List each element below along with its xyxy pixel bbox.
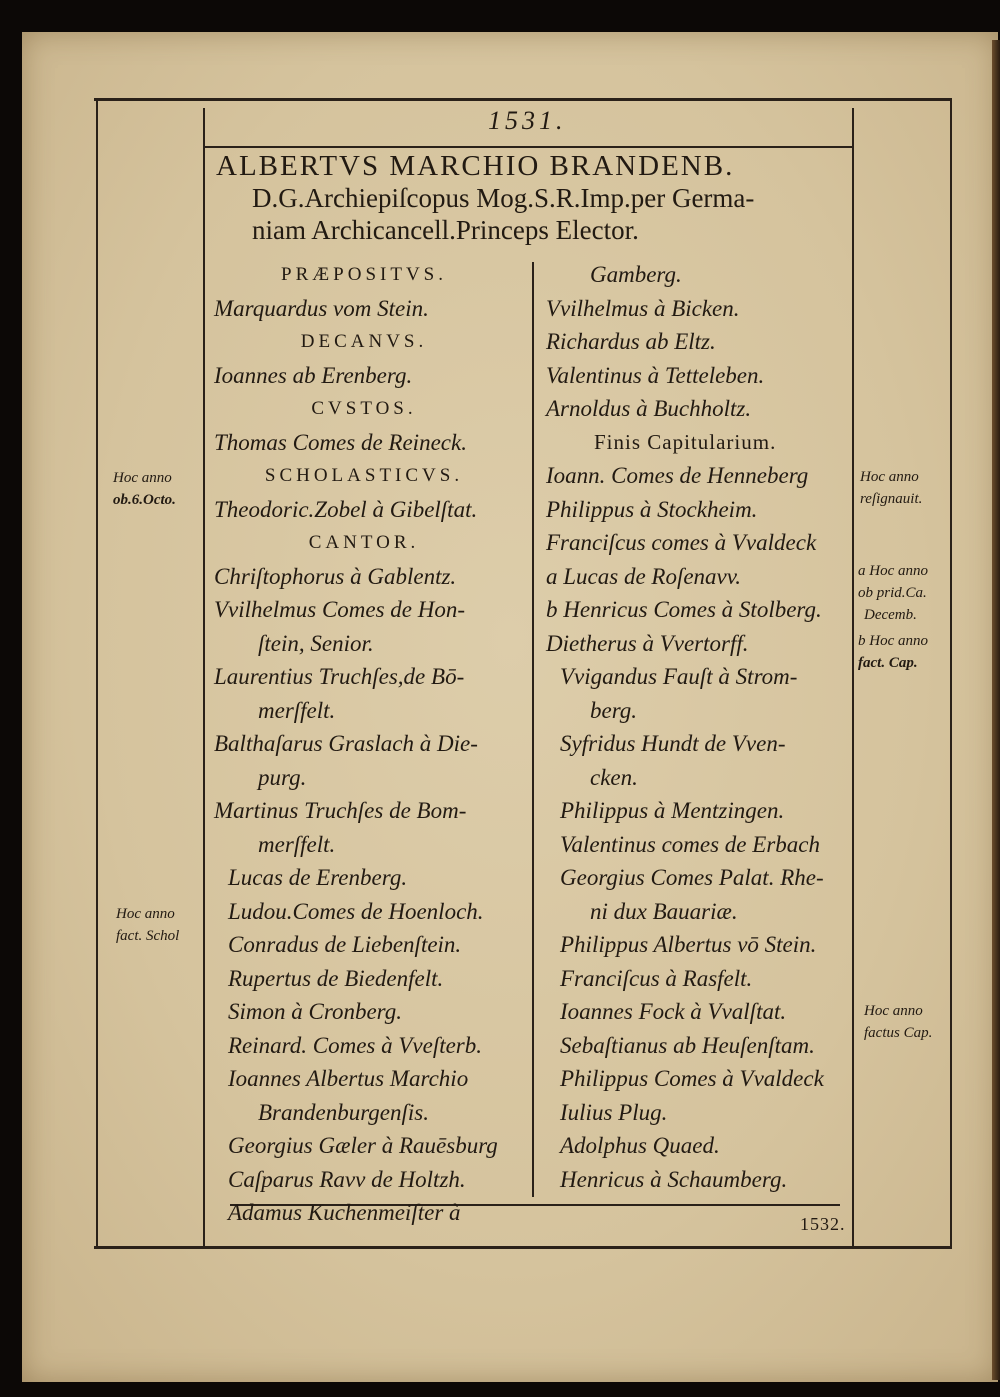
list-item: ſtein, Senior. xyxy=(258,630,374,656)
list-item: Caſparus Ravv de Holtzh. xyxy=(228,1166,466,1192)
list-item: Arnoldus à Buchholtz. xyxy=(546,396,752,421)
list-item: Iulius Plug. xyxy=(560,1099,668,1125)
list-item: Ioannes Albertus Marchio xyxy=(228,1066,469,1091)
list-item: Henricus à Schaumberg. xyxy=(560,1166,788,1192)
list-item: Marquardus vom Stein. xyxy=(214,295,429,321)
list-item: Franciſcus comes à Vvaldeck xyxy=(546,530,817,555)
list-item: Laurentius Truchſes,de Bō- xyxy=(214,664,465,689)
list-item: Gamberg. xyxy=(590,262,682,287)
section-note: Finis Capitularium. xyxy=(594,429,777,454)
list-item: Rupertus de Biedenfelt. xyxy=(228,965,444,991)
title-rule xyxy=(204,146,854,148)
list-item: Brandenburgenſis. xyxy=(258,1099,429,1125)
list-item: Georgius Comes Palat. Rhe- xyxy=(560,865,824,890)
list-item: Syfridus Hundt de Vven- xyxy=(560,731,786,756)
margin-note-left-2: Hoc anno fact. Schol xyxy=(116,906,180,944)
list-item: Adolphus Quaed. xyxy=(560,1133,720,1158)
margin-note-right-4: Hoc anno factus Cap. xyxy=(864,1003,933,1041)
office-heading: DECANVS. xyxy=(300,331,428,352)
list-item: Richardus ab Eltz. xyxy=(546,329,716,354)
list-item: Ludou.Comes de Hoenloch. xyxy=(228,898,484,924)
margin-note-left-1: Hoc anno ob.6.Octo. xyxy=(113,470,176,508)
top-rule xyxy=(94,98,952,101)
list-item: Ioannes Fock à Vvalſtat. xyxy=(560,999,787,1024)
list-item: Vvilhelmus Comes de Hon- xyxy=(214,597,466,622)
office-heading: CANTOR. xyxy=(308,532,420,553)
bottom-rule xyxy=(94,1246,952,1249)
list-item: Balthaſarus Graslach à Die- xyxy=(214,731,478,756)
list-item: b Henricus Comes à Stolberg. xyxy=(546,597,822,622)
list-item: Philippus à Mentzingen. xyxy=(560,798,785,823)
list-item: Georgius Gæler à Rauēsburg xyxy=(228,1133,498,1158)
left-outer-rule xyxy=(96,100,98,1248)
list-item: Ioann. Comes de Henneberg xyxy=(546,463,809,488)
page-number: 1531. xyxy=(488,106,567,135)
list-item: Dietherus à Vvertorff. xyxy=(546,630,749,656)
office-heading: SCHOLASTICVS. xyxy=(264,465,464,486)
list-item: Conradus de Liebenſtein. xyxy=(228,932,462,957)
list-item: Thomas Comes de Reineck. xyxy=(214,429,467,455)
list-item: Vvigandus Fauſt à Strom- xyxy=(560,664,798,689)
list-item: Sebaſtianus ab Heuſenſtam. xyxy=(560,1032,815,1058)
list-item: ni dux Bauariæ. xyxy=(590,898,738,924)
list-item: a Lucas de Roſenavv. xyxy=(546,563,742,589)
list-item: Valentinus comes de Erbach xyxy=(560,831,820,857)
left-inner-rule xyxy=(203,108,205,1248)
list-item: Reinard. Comes à Vveſterb. xyxy=(228,1032,483,1058)
list-item: Chriſtophorus à Gablentz. xyxy=(214,563,457,589)
list-item: Theodoric.Zobel à Gibelſtat. xyxy=(214,496,478,522)
list-item: Martinus Truchſes de Bom- xyxy=(214,798,467,823)
page-edge xyxy=(992,40,1000,1380)
margin-note-right-1: Hoc anno reſignauit. xyxy=(860,469,923,507)
right-inner-rule xyxy=(852,108,854,1248)
office-heading: CVSTOS. xyxy=(311,398,417,419)
right-outer-rule xyxy=(950,100,952,1248)
list-item: Vvilhelmus à Bicken. xyxy=(546,295,740,321)
list-item: Valentinus à Tetteleben. xyxy=(546,362,765,388)
list-item: Adamus Kuchenmeiſter à xyxy=(228,1200,461,1225)
list-item: Franciſcus à Rasfelt. xyxy=(560,965,753,991)
list-item: Philippus Comes à Vvaldeck xyxy=(560,1066,824,1091)
list-item: Philippus à Stockheim. xyxy=(546,496,758,522)
left-column xyxy=(214,258,514,1230)
margin-note-right-2: a Hoc anno ob prid.Ca. Decemb. xyxy=(858,563,928,623)
list-item: Simon à Cronberg. xyxy=(228,999,402,1024)
right-column xyxy=(546,258,851,1196)
list-item: merſfelt. xyxy=(258,831,336,857)
title-line-1: ALBERTVS MARCHIO BRANDENB. xyxy=(216,150,735,182)
column-divider-rule xyxy=(532,262,534,1197)
list-item: Ioannes ab Erenberg. xyxy=(214,362,413,388)
office-heading: PRÆPOSITVS. xyxy=(281,264,447,285)
margin-note-right-3: b Hoc anno fact. Cap. xyxy=(858,633,928,671)
list-item: berg. xyxy=(590,697,638,723)
list-item: Philippus Albertus vō Stein. xyxy=(560,932,817,957)
title-line-3: niam Archicancell.Princeps Elector. xyxy=(252,215,639,245)
list-item: Lucas de Erenberg. xyxy=(228,865,408,890)
catchword: 1532. xyxy=(800,1214,846,1234)
list-item: purg. xyxy=(258,764,307,790)
list-item: merſfelt. xyxy=(258,697,336,723)
title-line-2: D.G.Archiepiſcopus Mog.S.R.Imp.per Germa- xyxy=(252,183,755,213)
list-item: cken. xyxy=(590,764,638,790)
